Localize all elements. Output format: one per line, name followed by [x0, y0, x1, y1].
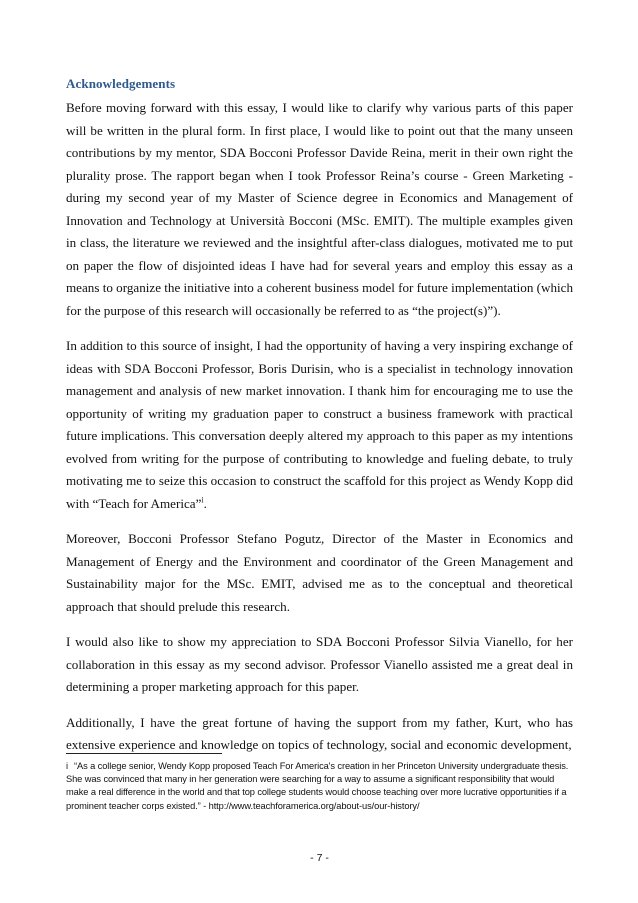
paragraph-2-text: In addition to this source of insight, I had the opportunity of having a very inspiring exchange of ideas with SDA Bocconi Professor, Boris Durisin, who is a specialist in technology innovation management and analysis of new market innovation. I thank him for encouraging me to use the opportunity of writing my graduation paper to construct a business framework with practical future implications. This conversation deeply altered my approach to this paper as my intentions evolved from writing for the purpose of contributing to knowledge and fueling debate, to truly motivating me to seize this occasion to construct the scaffold for this project as Wendy Kopp did with “Teach for America” [66, 338, 573, 511]
footnote-marker: i [66, 761, 68, 771]
paragraph-1: Before moving forward with this essay, I would like to clarify why various parts of this paper will be written in the plural form. In first place, I would like to point out that the many unseen contributions by my mentor, SDA Bocconi Professor Davide Reina, merit in their own right the plurality prose. The rapport began when I took Professor Reina’s course - Green Marketing - during my second year of my Master of Science degree in Economics and Management of Innovation and Technology at Università Bocconi (MSc. EMIT). The multiple examples given in class, the literature we reviewed and the insightful after-class dialogues, motivated me to put on paper the flow of disjointed ideas I have had for several years and employ this essay as a means to organize the initiative into a coherent business model for future implementation (which for the purpose of this research will occasionally be referred to as “the project(s)”). [66, 100, 573, 318]
footnote-reference[interactable]: i [201, 495, 204, 505]
paragraph-4: I would also like to show my appreciation to SDA Bocconi Professor Silvia Vianello, for her collaboration in this essay as my second advisor. Professor Vianello assisted me a great deal in determining a proper marketing approach for this paper. [66, 634, 573, 694]
document-page [66, 0, 573, 903]
paragraph-3: Moreover, Bocconi Professor Stefano Pogutz, Director of the Master in Economics and Management of Energy and the Environment and coordinator of the Green Management and Sustainability major for the MSc. EMIT, advised me as to the conceptual and theoretical approach that should prelude this research. [66, 531, 573, 614]
paragraph-2-end: . [203, 495, 207, 511]
section-heading: Acknowledgements [66, 76, 176, 91]
footnote-separator [66, 753, 222, 754]
footnote [66, 760, 573, 813]
paragraph-2 [66, 335, 573, 515]
paragraph-5: Additionally, I have the great fortune of having the support from my father, Kurt, who has extensive experience and knowledge on topics of technology, social and economic development, [66, 714, 573, 752]
footnote-text: “As a college senior, Wendy Kopp proposed Teach For America's creation in her Princeton University undergraduate thesis. She was convinced that many in her generation were searching for a way to assume a significant responsibility that would make a real difference in the world and that top college students would choose teaching over more lucrative opportunities if a prominent teacher corps existed.” - http://www.teachforamerica.org/about-us/our-history/ [66, 761, 569, 811]
page-number: - 7 - [310, 852, 329, 864]
body-text [66, 97, 573, 769]
